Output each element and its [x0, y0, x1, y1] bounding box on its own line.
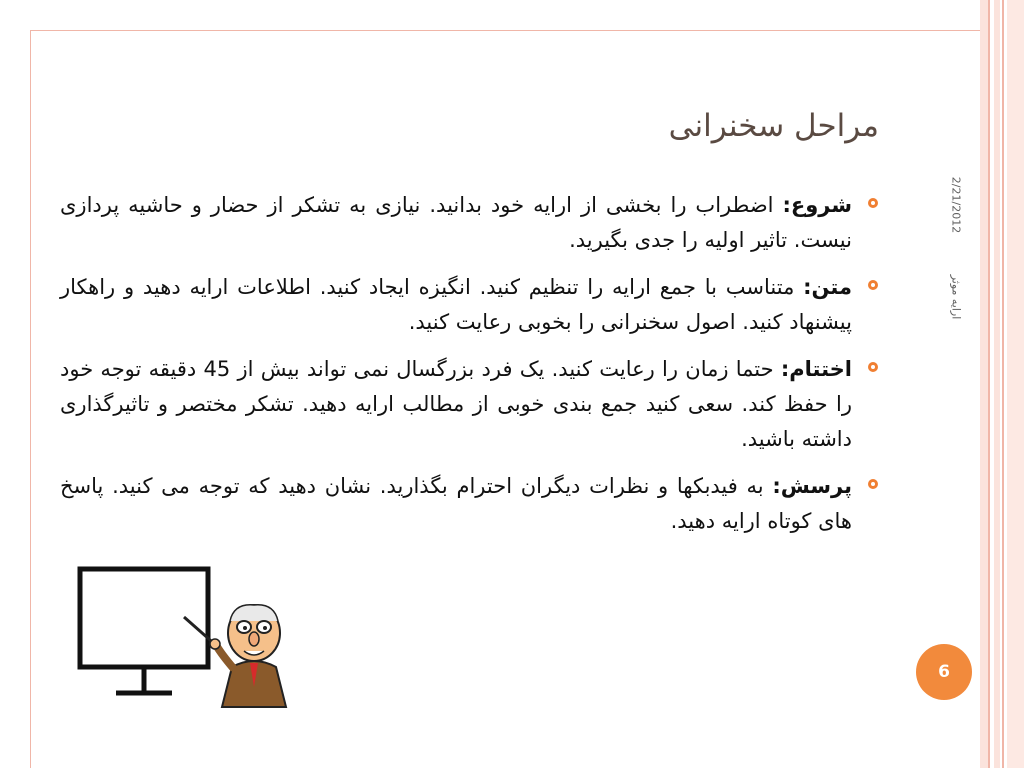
bullet-list [60, 188, 880, 551]
frame-left-line [30, 30, 31, 768]
bullet-term: شروع: [782, 193, 852, 217]
slide-title: مراحل سخنرانی [668, 108, 879, 144]
footer-text: ارایه موثر [949, 274, 963, 320]
frame-top-line [30, 30, 986, 31]
bullet-text: حتما زمان را رعایت کنید. یک فرد بزرگسال نمی تواند بیش از 45 دقیقه توجه خود را حفظ کند. سعی کنید جمع بندی خوبی از مطالب ارایه دهید. تشکر مختصر و تاثیرگذاری داشته باشید. [60, 357, 852, 451]
bullet-questions [60, 469, 880, 539]
bullet-term: متن: [803, 275, 852, 299]
nose [249, 632, 259, 646]
presenter-with-board-icon [72, 555, 312, 715]
date-label [941, 160, 971, 250]
page-number-badge: 6 [916, 644, 972, 700]
bullet-marker-icon [868, 479, 878, 489]
board-frame [80, 569, 208, 667]
bullet-term: پرسش: [772, 474, 852, 498]
bullet-marker-icon [868, 198, 878, 208]
footer-label [941, 262, 971, 332]
hair [230, 605, 278, 621]
hand [210, 639, 220, 649]
bullet-marker-icon [868, 280, 878, 290]
bullet-marker-icon [868, 362, 878, 372]
bullet-text: متناسب با جمع ارایه را تنظیم کنید. انگیزه ایجاد کنید. اطلاعات ارایه دهید و راهکار پیشنهاد کنید. اصول سخنرانی را بخوبی رعایت کنید. [60, 275, 852, 334]
bullet-term: اختتام: [780, 357, 852, 381]
right-border-stripes [980, 0, 1024, 768]
bullet-start [60, 188, 880, 258]
date-text: 2/21/2012 [949, 176, 963, 234]
bullet-ending [60, 352, 880, 457]
bullet-text: به فیدبکها و نظرات دیگران احترام بگذارید. نشان دهید که توجه می کنید. پاسخ های کوتاه ارایه دهید. [60, 474, 852, 533]
bullet-body [60, 270, 880, 340]
bullet-text: اضطراب را بخشی از ارایه خود بدانید. نیازی به تشکر از حضار و حاشیه پردازی نیست. تاثیر اولیه را جدی بگیرید. [60, 193, 852, 252]
